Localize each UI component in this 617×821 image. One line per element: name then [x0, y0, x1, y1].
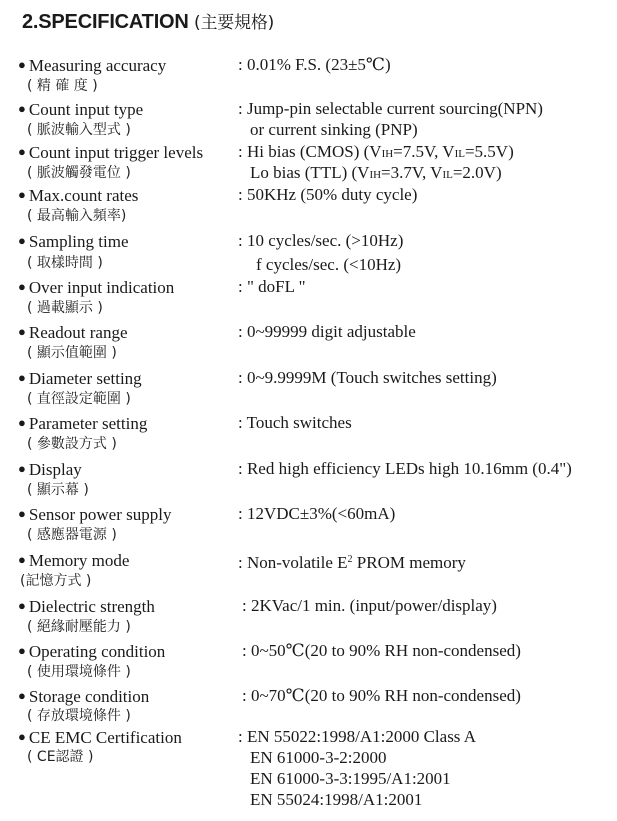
spec-value: : Non-volatile $E^2$ PROM memory	[238, 553, 466, 572]
bullet-icon: ●	[18, 144, 26, 159]
spec-value: : Hi bias (CMOS) (VIH=7.5V, VIL=5.5V) Lo bias (TTL) (VIH=3.7V, VIL=2.0V)	[238, 142, 514, 182]
spec-label: Measuring accuracy	[28, 56, 167, 75]
spec-label: Dielectric strength	[28, 597, 155, 616]
spec-value: : 0~70℃(20 to 90% RH non-condensed)	[242, 686, 521, 705]
bullet-icon: ●	[18, 643, 26, 658]
spec-label: Max.count rates	[28, 186, 139, 205]
spec-label-zh: (記憶方式 )	[20, 573, 92, 589]
spec-label: Readout range	[28, 323, 128, 342]
bullet-icon: ●	[18, 101, 26, 116]
title-main: 2.SPECIFICATION	[22, 11, 189, 33]
spec-value: : Jump-pin selectable current sourcing(NPN) or current sinking (PNP)	[238, 99, 543, 139]
spec-value: : 12VDC±3%(<60mA)	[238, 504, 396, 523]
spec-label-zh: ( 脈波輸入型式 )	[27, 122, 131, 138]
spec-label-zh: ( 取樣時間 )	[27, 255, 103, 271]
bullet-icon: ●	[18, 57, 26, 72]
bullet-icon: ●	[18, 324, 26, 339]
spec-label-zh: ( 參數設方式 )	[27, 436, 117, 452]
spec-label: Parameter setting	[28, 414, 148, 433]
bullet-icon: ●	[18, 187, 26, 202]
spec-value: : Touch switches	[238, 413, 352, 432]
spec-label: Sampling time	[28, 232, 129, 251]
spec-label: Memory mode	[28, 551, 130, 570]
bullet-icon: ●	[18, 415, 26, 430]
bullet-icon: ●	[18, 461, 26, 476]
spec-label-zh: ( 使用環境條件 )	[27, 664, 131, 680]
spec-label-zh: ( 絕緣耐壓能力 )	[27, 619, 131, 635]
bullet-icon: ●	[18, 598, 26, 613]
spec-label-zh: ( 過載顯示 )	[27, 300, 103, 316]
spec-label-zh: ( 顯示值範圍 )	[27, 345, 117, 361]
spec-label-zh: ( 顯示幕 )	[27, 482, 89, 498]
bullet-icon: ●	[18, 279, 26, 294]
spec-value: : 50KHz (50% duty cycle)	[238, 185, 418, 204]
spec-label-zh: ( 精 確 度 )	[27, 78, 98, 94]
bullet-icon: ●	[18, 233, 26, 248]
spec-label-zh: ( 最高輸入頻率)	[27, 208, 127, 224]
spec-value: : 0~50℃(20 to 90% RH non-condensed)	[242, 641, 521, 660]
spec-label: Sensor power supply	[28, 505, 172, 524]
spec-label: CE EMC Certification	[28, 728, 182, 747]
bullet-icon: ●	[18, 506, 26, 521]
bullet-icon: ●	[18, 552, 26, 567]
spec-label: Count input type	[28, 100, 144, 119]
bullet-icon: ●	[18, 688, 26, 703]
spec-label: Storage condition	[28, 687, 150, 706]
spec-label: Display	[28, 460, 82, 479]
bullet-icon: ●	[18, 370, 26, 385]
spec-label-zh: ( 感應器電源 )	[27, 527, 117, 543]
spec-label-zh: ( 脈波觸發電位 )	[27, 165, 131, 181]
spec-label-zh: ( 直徑設定範圍 )	[27, 391, 131, 407]
spec-value: : 0~99999 digit adjustable	[238, 322, 416, 341]
spec-label: Diameter setting	[28, 369, 142, 388]
spec-label: Over input indication	[28, 278, 175, 297]
spec-value: : 10 cycles/sec. (>10Hz) f cycles/sec. (<10Hz)	[238, 231, 404, 274]
spec-label-zh: ( 存放環境條件 )	[27, 708, 131, 724]
spec-value: : 0.01% F.S. (23±5℃)	[238, 55, 391, 74]
bullet-icon: ●	[18, 729, 26, 744]
spec-value: : 2KVac/1 min. (input/power/display)	[242, 596, 497, 615]
spec-label-zh: ( CE認證 )	[27, 749, 94, 765]
spec-value: : Red high efficiency LEDs high 10.16mm (0.4")	[238, 459, 572, 478]
spec-value: : EN 55022:1998/A1:2000 Class A EN 61000-3-2:2000 EN 61000-3-3:1995/A1:2001 EN 55024:1998/A1:2001	[238, 727, 477, 809]
spec-label: Count input trigger levels	[28, 143, 204, 162]
title-sub: (主要規格)	[194, 13, 275, 33]
page-title	[22, 8, 274, 34]
spec-value: : 0~9.9999M (Touch switches setting)	[238, 368, 497, 387]
spec-label: Operating condition	[28, 642, 166, 661]
spec-value: : " doFL "	[238, 277, 306, 296]
